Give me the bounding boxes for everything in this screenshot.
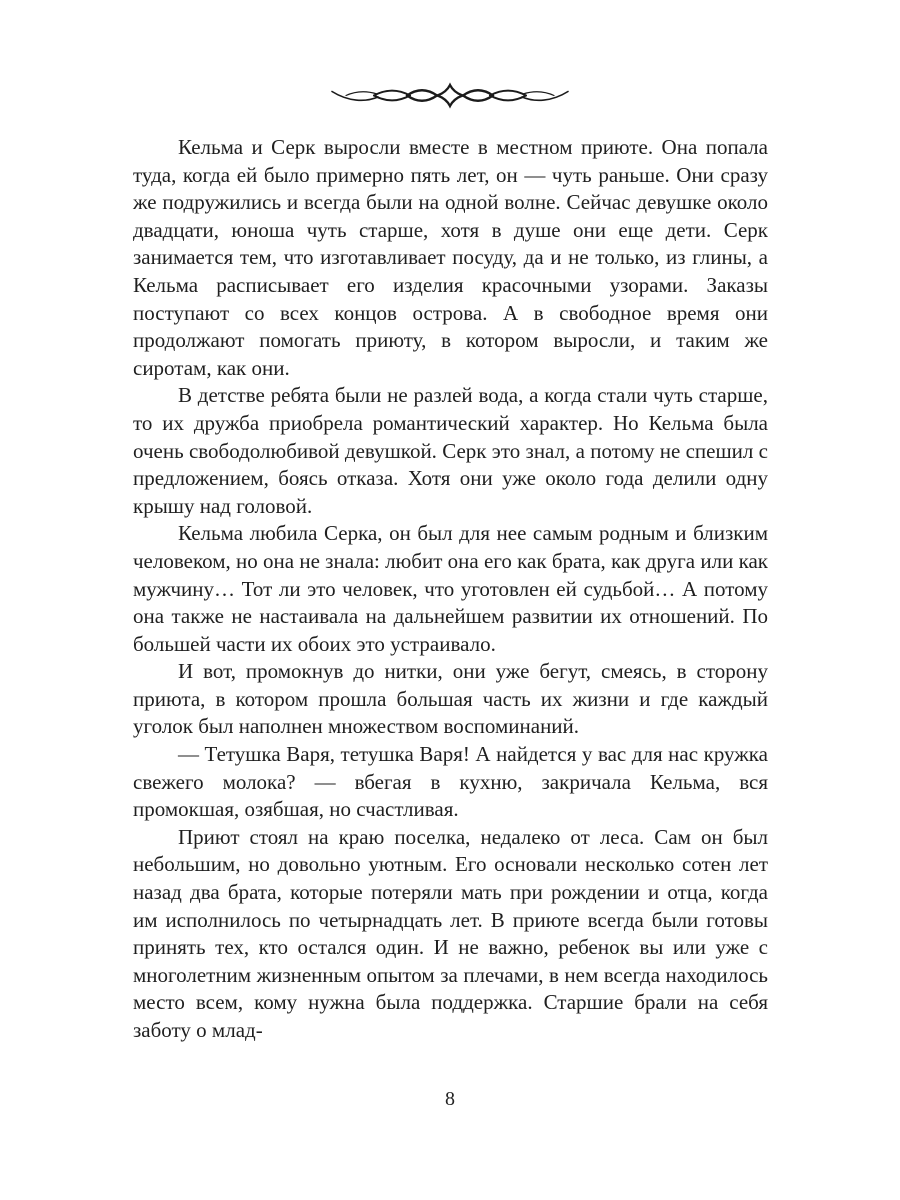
paragraph: В детстве ребята были не разлей вода, а когда стали чуть старше, то их дружба приобрела романтический характер. Но Кельма была очень свободолюбивой девушкой. Серк это знал, а потому не спешил с предложением, боясь отказа. Хотя они уже около года делили одну крышу над головой. [133,383,768,518]
paragraph: Кельма любила Серка, он был для нее самым родным и близким человеком, но она не знала: любит она его как брата, как друга или как мужчину… Тот ли это человек, что уготовлен ей судьбой… А потому она также не настаивала на дальнейшем развитии их отношений. По большей части их обоих это устраивало. [133,521,768,656]
body-text [133,134,768,1045]
paragraph-dialog: — Тетушка Варя, тетушка Варя! А найдется у вас для нас кружка свежего молока? — вбегая в кухню, закричала Кельма, вся промокшая, озябшая, но счастливая. [133,742,768,822]
paragraph: И вот, промокнув до нитки, они уже бегут, смеясь, в сторону приюта, в котором прошла большая часть их жизни и где каждый уголок был наполнен множеством воспоминаний. [133,659,768,739]
ornament-divider-icon [0,80,900,112]
page-number: 8 [445,1088,455,1110]
paragraph: Приют стоял на краю поселка, недалеко от леса. Сам он был небольшим, но довольно уютным. Его основали несколько сотен лет назад два брата, которые потеряли мать при рождении и отца, когда им исполнилось по четырнадцать лет. В приюте всегда были готовы принять тех, кто остался один. И не важно, ребенок вы или уже с многолетним жизненным опытом за плечами, в нем всегда находилось место всем, кому нужна была поддержка. Старшие брали на себя заботу о млад- [133,824,768,1042]
paragraph: Кельма и Серк выросли вместе в местном приюте. Она попала туда, когда ей было примерно пять лет, он — чуть раньше. Они сразу же подружились и всегда были на одной волне. Сейчас девушке около двадцати, юноша чуть старше, хотя в душе они еще дети. Серк занимается тем, что изготавливает посуду, да и не только, из глины, а Кельма расписывает его изделия красочными узорами. Заказы поступают со всех концов острова. А в свободное время они продолжают помогать приюту, в котором выросли, и таким же сиротам, как они. [133,135,768,380]
